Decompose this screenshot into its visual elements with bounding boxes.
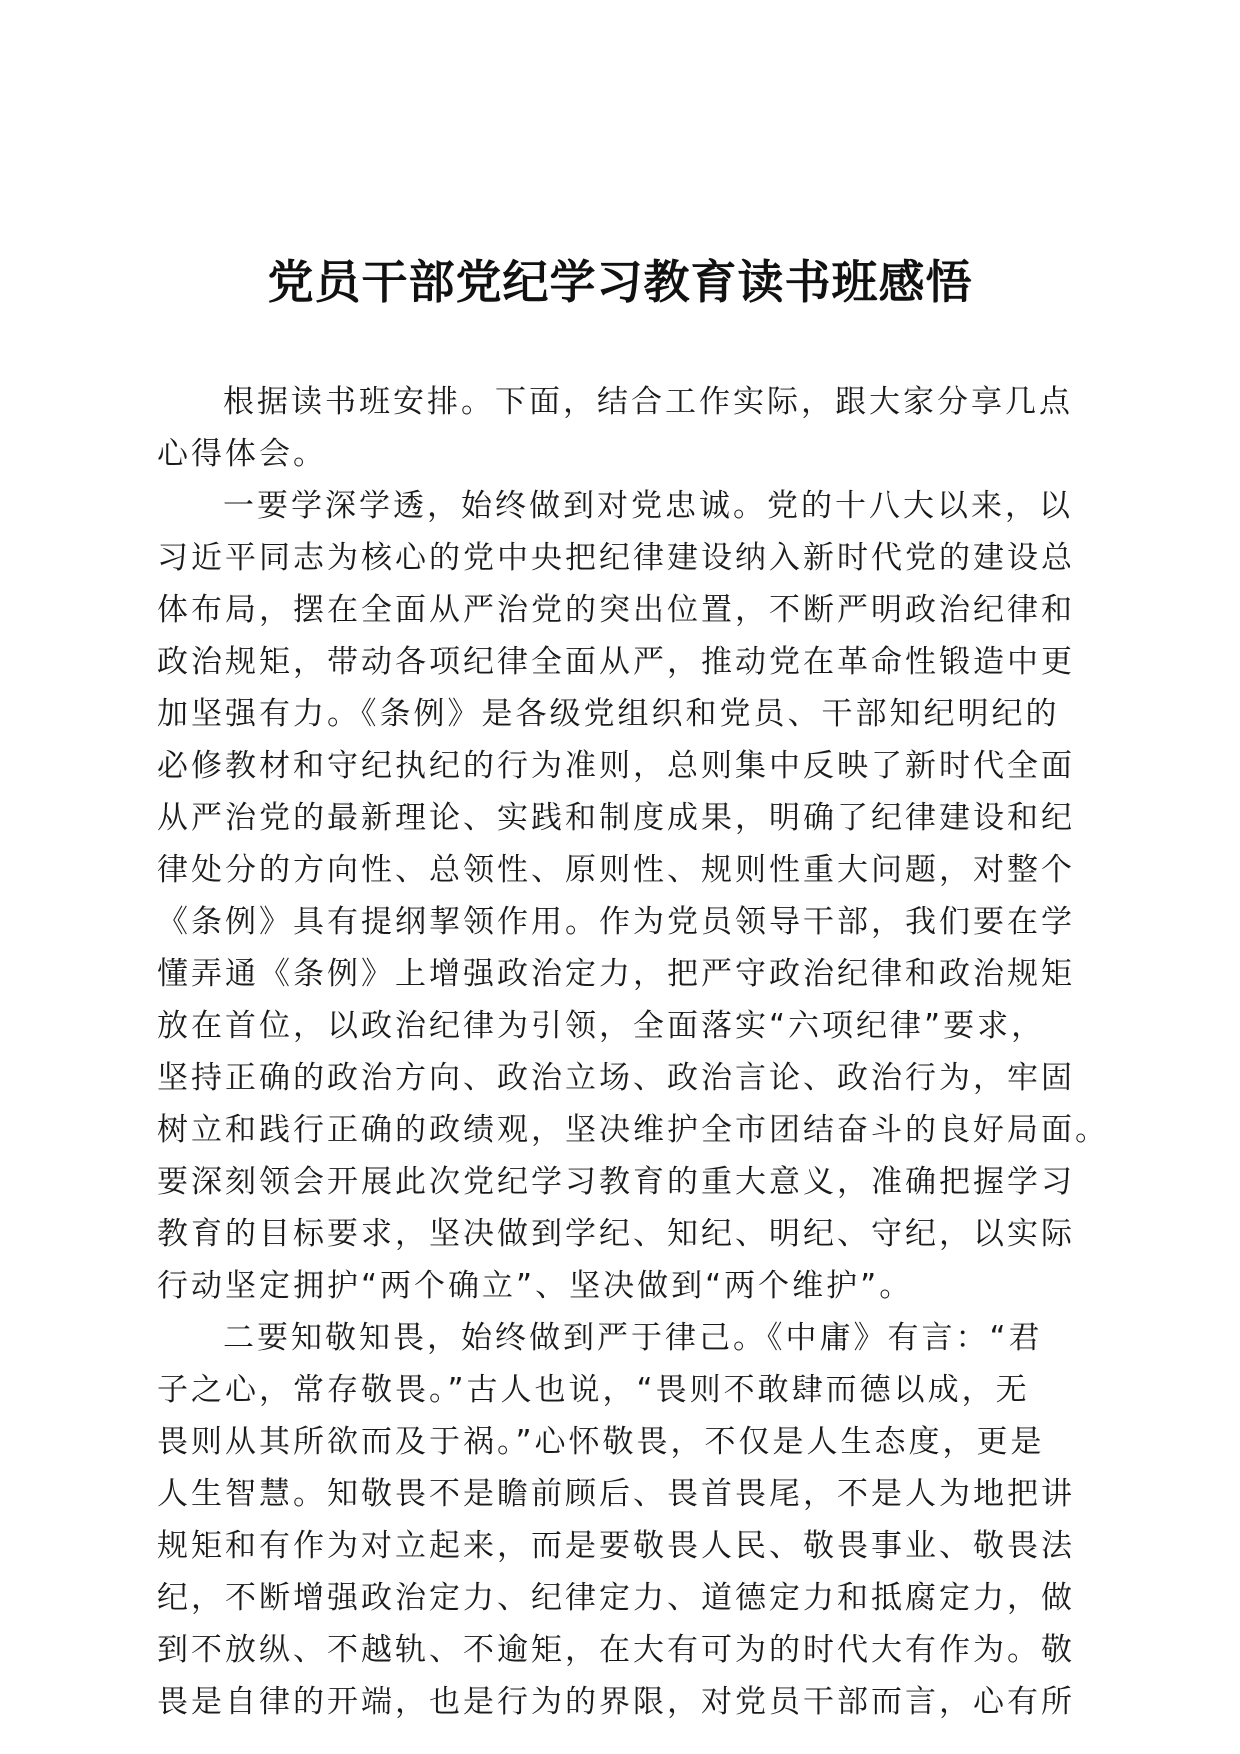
- document-body: [157, 376, 1109, 1728]
- body-line: 到不放纵、不越轨、不逾矩，在大有可为的时代大有作为。敬: [157, 1632, 1075, 1668]
- body-line: 要深刻领会开展此次党纪学习教育的重大意义，准确把握学习: [157, 1164, 1075, 1200]
- body-line: 必修教材和守纪执纪的行为准则，总则集中反映了新时代全面: [157, 748, 1075, 784]
- body-line: 从严治党的最新理论、实践和制度成果，明确了纪律建设和纪: [157, 800, 1075, 836]
- body-line: 行动坚定拥护“两个确立”、坚决做到“两个维护”。: [157, 1268, 914, 1304]
- body-line: 体布局，摆在全面从严治党的突出位置，不断严明政治纪律和: [157, 592, 1075, 628]
- body-line: 人生智慧。知敬畏不是瞻前顾后、畏首畏尾，不是人为地把讲: [157, 1476, 1075, 1512]
- body-line: 心得体会。: [157, 436, 327, 472]
- body-line: 律处分的方向性、总领性、原则性、规则性重大问题，对整个: [157, 852, 1075, 888]
- body-line: 政治规矩，带动各项纪律全面从严，推动党在革命性锻造中更: [157, 644, 1075, 680]
- body-line: 懂弄通《条例》上增强政治定力，把严守政治纪律和政治规矩: [157, 956, 1075, 992]
- body-line: 坚持正确的政治方向、政治立场、政治言论、政治行为，牢固: [157, 1060, 1075, 1096]
- body-line: 根据读书班安排。下面，结合工作实际，跟大家分享几点: [223, 384, 1073, 420]
- body-line: 《条例》具有提纲挈领作用。作为党员领导干部，我们要在学: [157, 904, 1075, 940]
- body-line: 树立和践行正确的政绩观，坚决维护全市团结奋斗的良好局面。: [157, 1112, 1109, 1148]
- body-line: 二要知敬知畏，始终做到严于律己。《中庸》有言：“君: [223, 1320, 1043, 1356]
- body-line: 纪，不断增强政治定力、纪律定力、道德定力和抵腐定力，做: [157, 1580, 1075, 1616]
- body-line: 子之心，常存敬畏。”古人也说，“畏则不敢肆而德以成，无: [157, 1372, 1030, 1408]
- body-line: 教育的目标要求，坚决做到学纪、知纪、明纪、守纪，以实际: [157, 1216, 1075, 1252]
- body-line: 放在首位，以政治纪律为引领，全面落实“六项纪律”要求，: [157, 1008, 1046, 1044]
- body-line: 一要学深学透，始终做到对党忠诚。党的十八大以来，以: [223, 488, 1073, 524]
- body-line: 畏则从其所欲而及于祸。”心怀敬畏，不仅是人生态度，更是: [157, 1424, 1045, 1460]
- body-line: 习近平同志为核心的党中央把纪律建设纳入新时代党的建设总: [157, 540, 1075, 576]
- body-line: 加坚强有力。《条例》是各级党组织和党员、干部知纪明纪的: [157, 696, 1060, 732]
- document-title: 党员干部党纪学习教育读书班感悟: [267, 255, 973, 309]
- body-line: 规矩和有作为对立起来，而是要敬畏人民、敬畏事业、敬畏法: [157, 1528, 1075, 1564]
- body-line: 畏是自律的开端，也是行为的界限，对党员干部而言，心有所: [157, 1684, 1075, 1720]
